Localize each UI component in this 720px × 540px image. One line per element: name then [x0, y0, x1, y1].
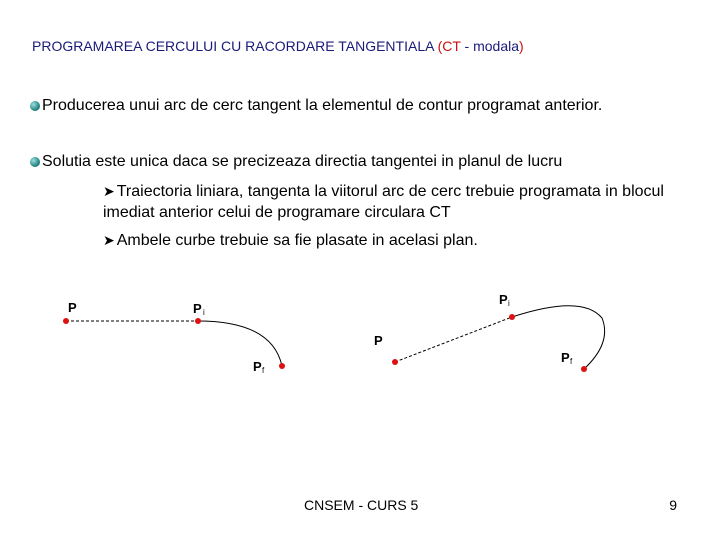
- left-pi-label: P: [193, 301, 202, 316]
- title-mode: - modala: [464, 38, 520, 54]
- left-point-pf: [279, 363, 285, 369]
- right-point-pf: [581, 366, 587, 372]
- right-pf-subscript: f: [570, 357, 573, 366]
- right-pf-label: P: [561, 350, 570, 365]
- bullet-text: Solutia este unica daca se precizeaza directia tangentei in planul de lucru: [42, 153, 563, 170]
- right-arc-path: [512, 306, 605, 369]
- bullet-text: Producerea unui arc de cerc tangent la elementul de contur programat anterior.: [42, 97, 603, 114]
- sub-bullet-text: Ambele curbe trebuie sa fie plasate in acelasi plan.: [116, 232, 478, 249]
- arrow-right-icon: ➤: [103, 232, 115, 248]
- left-pi-subscript: i: [203, 308, 205, 317]
- right-linear-path: [395, 317, 512, 362]
- left-pf-subscript: f: [262, 366, 265, 375]
- left-point-p: [63, 318, 69, 324]
- right-p-label: P: [374, 333, 383, 348]
- sub-bullet-text: Traiectoria liniara, tangenta la viitorul arc de cerc trebuie programata in blocul imediat anterior celui de programare circulara CT: [103, 183, 664, 221]
- left-arc-path: [198, 321, 282, 366]
- left-p-label: P: [68, 300, 77, 315]
- page-number: 9: [669, 497, 677, 513]
- title-ct: CT: [442, 38, 461, 54]
- title-close-paren: ): [519, 38, 524, 54]
- right-pi-subscript: i: [508, 299, 510, 308]
- left-pf-label: P: [253, 359, 262, 374]
- title-open-paren: (: [437, 38, 443, 54]
- arrow-right-icon: ➤: [103, 183, 115, 199]
- left-point-pi: [195, 318, 201, 324]
- title-main: PROGRAMAREA CERCULUI CU RACORDARE TANGENTIALA: [32, 38, 434, 54]
- footer-course: CNSEM - CURS 5: [304, 497, 419, 513]
- right-point-p: [392, 359, 398, 365]
- right-point-pi: [509, 314, 515, 320]
- right-pi-label: P: [499, 292, 508, 307]
